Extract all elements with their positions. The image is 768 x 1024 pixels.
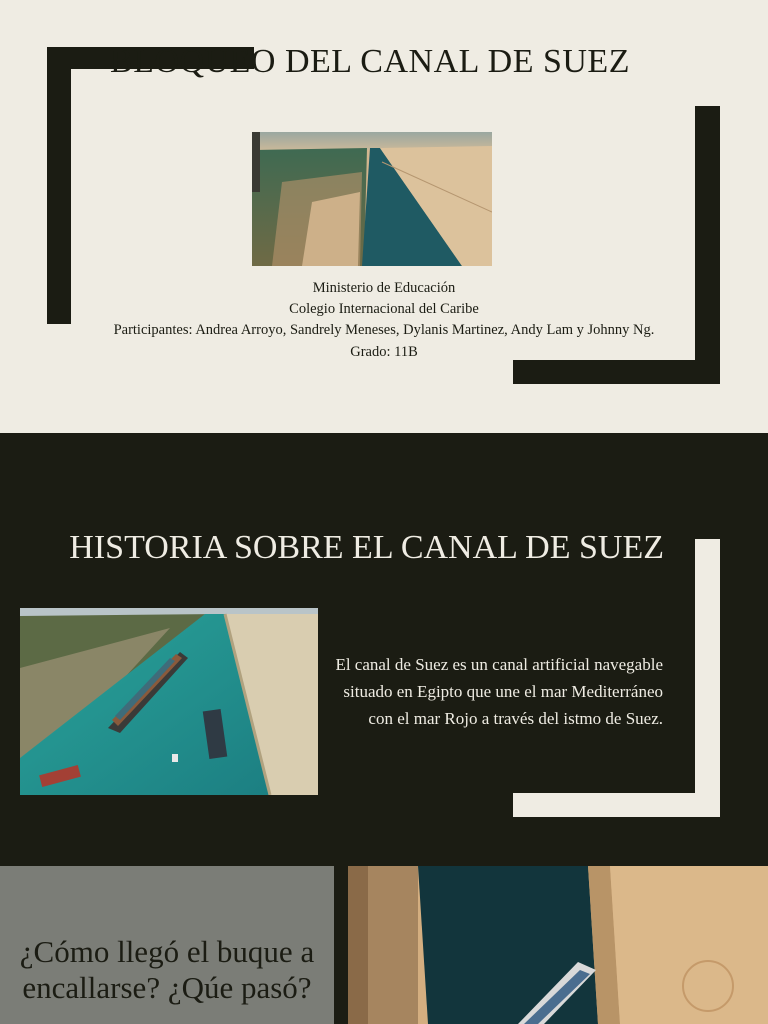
- frame-corner-bottom-right-horizontal: [513, 360, 720, 384]
- slide2-title: HISTORIA SOBRE EL CANAL DE SUEZ: [69, 529, 664, 566]
- info-line-school: Colegio Internacional del Caribe: [289, 301, 479, 317]
- info-line-participants: Participantes: Andrea Arroyo, Sandrely Meneses, Dylanis Martinez, Andy Lam y Johnny Ng.: [113, 322, 655, 338]
- info-line-grade: Grado: 11B: [350, 344, 418, 360]
- frame-corner-bottom-right-vertical: [695, 106, 720, 384]
- info-line-ministry: Ministerio de Educación: [312, 280, 456, 296]
- slide2-body-text: El canal de Suez es un canal artificial navegable situado en Egipto que une el mar Mediterráneo con el mar Rojo a través del istmo de Suez.: [335, 655, 663, 728]
- suez-canal-aerial-image: [252, 132, 492, 266]
- frame-corner-right-vertical: [695, 539, 720, 817]
- satellite-ship-blocking-canal-image: [348, 866, 768, 1024]
- slide-title: [0, 0, 768, 433]
- slide3-title: ¿Cómo llegó el buque a encallarse? ¿Qúe pasó?: [19, 934, 315, 1005]
- frame-corner-bottom-horizontal: [513, 793, 720, 817]
- ever-given-ship-in-canal-image: [20, 608, 318, 795]
- slide1-title: BLOQUEO DEL CANAL DE SUEZ: [110, 43, 630, 80]
- slide-what-happened: [0, 866, 768, 1024]
- slide3-text-panel: [0, 866, 334, 1024]
- slide-history: [0, 433, 768, 866]
- slide3-divider: [334, 866, 348, 1024]
